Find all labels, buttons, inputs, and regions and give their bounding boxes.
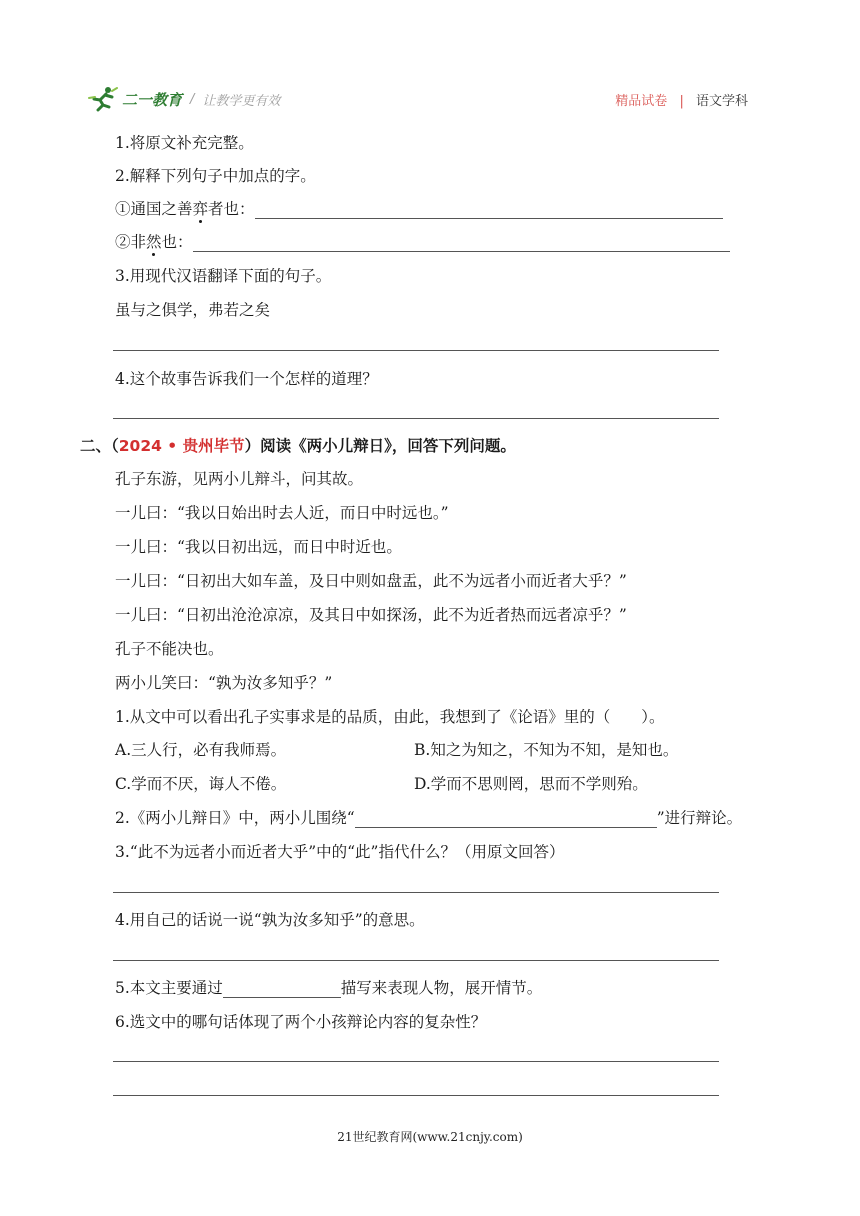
passage-line: 一儿曰：“我以日始出时去人近，而日中时远也。”	[115, 504, 449, 522]
passage-line: 一儿曰：“我以日初出远，而日中时近也。	[115, 538, 402, 556]
p1-question-1: 1.将原文补充完整。	[115, 134, 254, 152]
p2-question-5	[115, 978, 542, 998]
q5-answer-blank[interactable]	[223, 981, 341, 998]
page-header	[88, 84, 748, 114]
section-2-heading-prefix: 二、（	[80, 437, 119, 455]
p2-q3-answer-line[interactable]	[113, 892, 719, 893]
option-c[interactable]: C.学而不厌，诲人不倦。	[115, 775, 287, 793]
option-b[interactable]: B.知之为知之，不知为不知，是知也。	[414, 741, 679, 759]
section-2-heading	[80, 436, 516, 456]
p2-q4-answer-line[interactable]	[113, 960, 719, 961]
p1-question-4: 4.这个故事告诉我们一个怎样的道理？	[115, 370, 378, 388]
q5-prefix: 5.本文主要通过	[115, 979, 223, 997]
q2b-dotted-char: 然	[146, 233, 162, 251]
q2b-answer-blank[interactable]	[193, 235, 730, 252]
q2a-suffix: 者也：	[208, 200, 255, 218]
p2-question-4: 4.用自己的话说一说“孰为汝多知乎”的意思。	[115, 911, 425, 929]
p2-q6-answer-line-2[interactable]	[113, 1095, 719, 1096]
slogan: 让教学更有效	[202, 93, 281, 109]
header-tags	[615, 90, 748, 109]
runner-logo-icon	[88, 86, 118, 112]
tag-premium-paper: 精品试卷	[615, 94, 668, 109]
option-d[interactable]: D.学而不思则罔，思而不学则殆。	[414, 775, 648, 793]
q2a-prefix: ①通国之善	[115, 200, 193, 218]
slogan-separator: /	[190, 91, 195, 107]
p1-question-2: 2.解释下列句子中加点的字。	[115, 167, 316, 185]
passage-line: 一儿曰：“日初出大如车盖，及日中则如盘盂，此不为远者小而近者大乎？”	[115, 572, 627, 590]
passage-line: 孔子不能决也。	[115, 640, 224, 658]
page-footer: 21世纪教育网(www.21cnjy.com)	[337, 1130, 523, 1144]
brand-name: 二一教育	[122, 90, 183, 109]
p1-q3-answer-line[interactable]	[113, 350, 719, 351]
section-2-heading-suffix: ）阅读《两小儿辩日》，回答下列问题。	[244, 437, 516, 455]
q2a-dotted-char: 弈	[192, 200, 209, 218]
q2b-prefix: ②非	[115, 233, 147, 251]
p1-q4-answer-line[interactable]	[113, 418, 719, 419]
p2-question-2	[115, 808, 742, 828]
p1-q3-sentence: 虽与之俱学，弗若之矣	[115, 301, 271, 319]
p2-question-3: 3.“此不为远者小而近者大乎”中的“此”指代什么？（用原文回答）	[115, 843, 565, 861]
tag-subject: 语文学科	[695, 94, 748, 109]
p2-question-6: 6.选文中的哪句话体现了两个小孩辩论内容的复杂性？	[115, 1013, 487, 1031]
option-a[interactable]: A.三人行，必有我师焉。	[115, 741, 287, 759]
tag-separator: |	[679, 94, 684, 109]
passage-line: 两小儿笑曰：“孰为汝多知乎？”	[115, 674, 333, 692]
p2-question-1: 1.从文中可以看出孔子实事求是的品质，由此，我想到了《论语》里的（ ）。	[115, 708, 665, 726]
section-2-source: 2024 • 贵州毕节	[118, 437, 245, 455]
q5-suffix: 描写来表现人物，展开情节。	[340, 979, 543, 997]
passage-line: 孔子东游，见两小儿辩斗，问其故。	[115, 470, 364, 488]
q2b-suffix: 也：	[161, 233, 193, 251]
p1-question-2b	[115, 232, 730, 252]
q2-prefix: 2.《两小儿辩日》中，两小儿围绕“	[115, 809, 355, 827]
logo	[88, 84, 280, 114]
q2-suffix: ”进行辩论。	[656, 809, 743, 827]
q2a-answer-blank[interactable]	[255, 202, 723, 219]
q2-answer-blank[interactable]	[355, 811, 657, 828]
p2-q6-answer-line-1[interactable]	[113, 1061, 719, 1062]
passage-line: 一儿曰：“日初出沧沧凉凉，及其日中如探汤，此不为近者热而远者凉乎？”	[115, 606, 627, 624]
p1-question-3: 3.用现代汉语翻译下面的句子。	[115, 267, 332, 285]
p1-question-2a	[115, 199, 723, 219]
